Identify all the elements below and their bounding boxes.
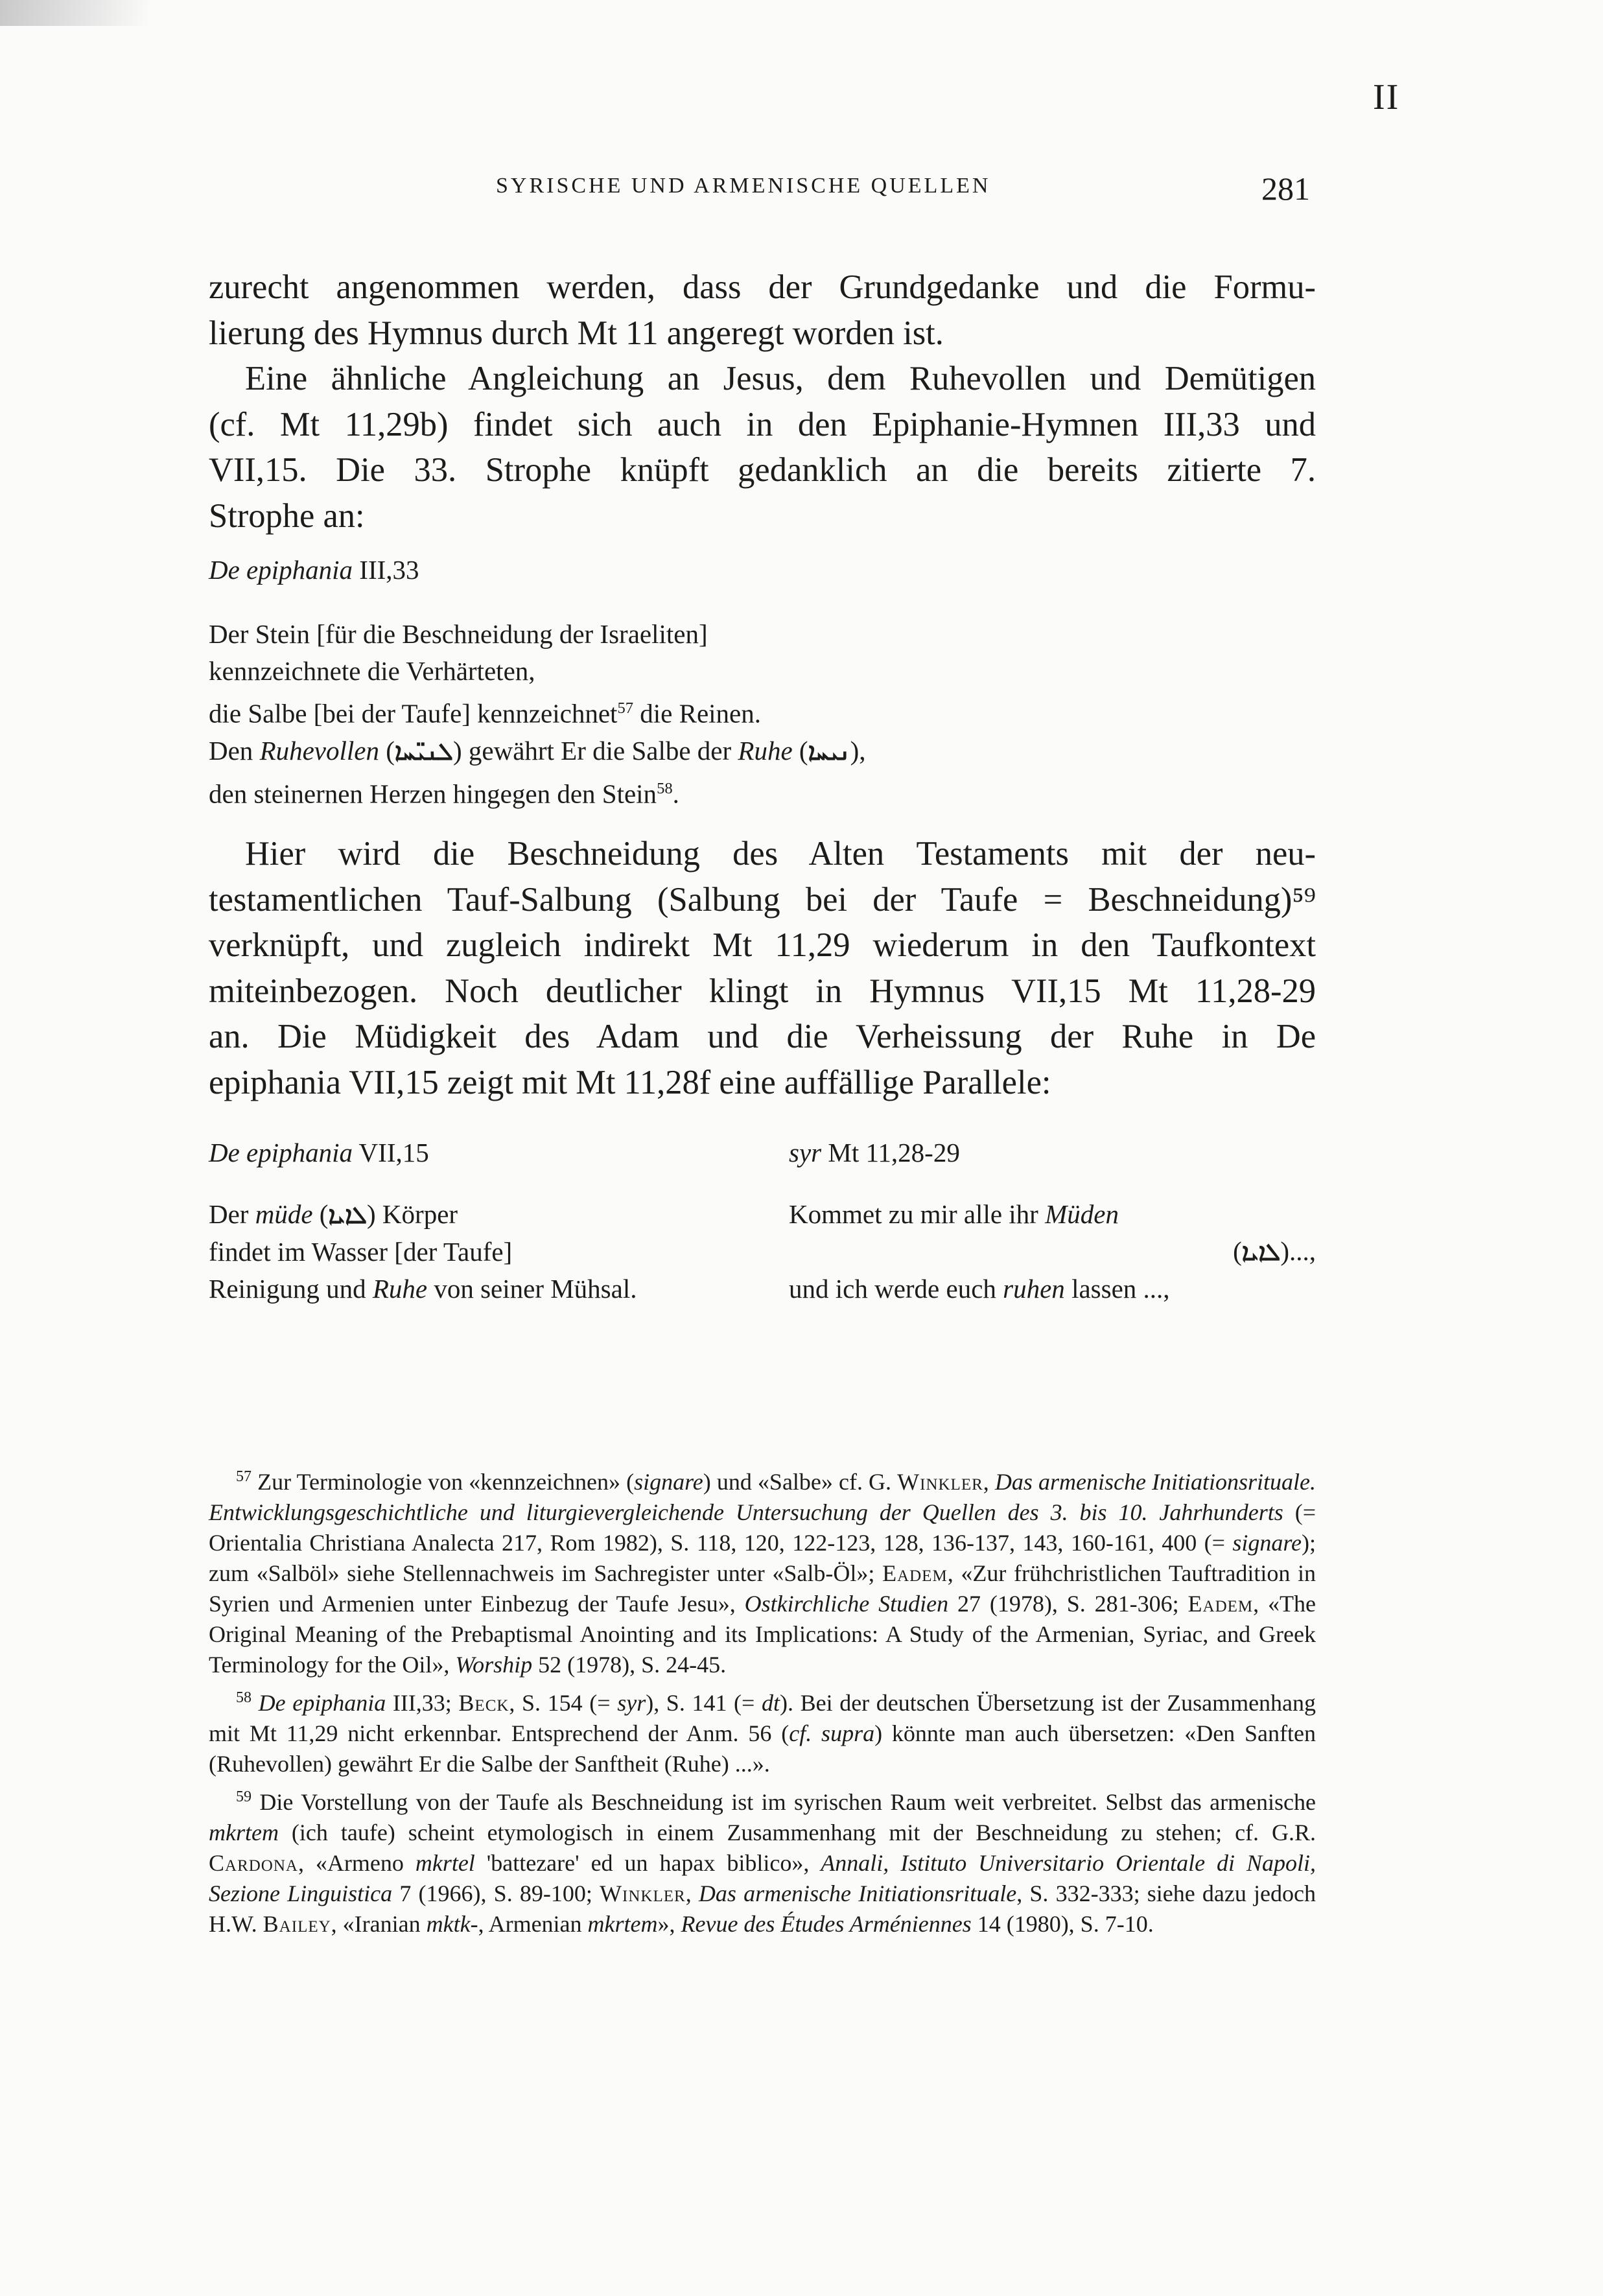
footnote-text: , «Zur frühchristlichen Tauftradition in Syrien und Armenien unter Einbezug der Taufe Jesu», (209, 1560, 1316, 1617)
quote-text: die Salbe [bei der Taufe] kennzeichnet (209, 698, 618, 729)
quote-source-title: De epiphania (209, 555, 353, 585)
footnote-italic: mktk- (426, 1911, 478, 1937)
work-title: Das armenische Initiationsrituale. Entwicklungsgeschichtliche und liturgievergleichende Untersuchung der Quellen des 3. bis 10. Jahrhunderts (209, 1469, 1316, 1525)
footnote-text: ), S. 141 (= (646, 1690, 762, 1716)
quote-line: (ܠܐܝܐ)..., (1233, 1236, 1316, 1266)
quote-italic: Müden (1045, 1199, 1119, 1229)
footnote-number: 58 (236, 1689, 252, 1706)
running-title: SYRISCHE UND ARMENISCHE QUELLEN (496, 174, 991, 198)
text-line: Eine ähnliche Angleichung an Jesus, dem Ruhevollen und Demütigen (245, 360, 1316, 397)
footnote-italic: signare (1232, 1530, 1302, 1556)
text-line: Strophe an: (209, 497, 365, 535)
quote-text: ) Körper (367, 1199, 458, 1229)
syriac-word: ܢܝܚܐ (808, 737, 850, 766)
footnote-italic: cf. supra (789, 1720, 875, 1746)
quote-text: ), (850, 735, 866, 766)
quote-line (209, 1271, 747, 1307)
quote-line (209, 690, 1155, 732)
quote-epiphania-3-33 (209, 616, 1155, 812)
footnote-number: 59 (236, 1788, 252, 1805)
quote-text: Kommet zu mir alle ihr (789, 1199, 1046, 1229)
footnote-text: Die Vorstellung von der Taufe als Beschneidung ist im syrischen Raum weit verbreitet. Selbst das armenische (259, 1789, 1316, 1815)
footnote-number: 57 (236, 1468, 252, 1485)
author-name: Winkler (600, 1880, 686, 1906)
footnote-text: , S. 332-333; siehe dazu jedoch H.W. (209, 1880, 1316, 1937)
text-line: zurecht angenommen werden, dass der Grundgedanke und die Formu- (209, 268, 1316, 306)
journal-title: Annali, Istituto Universitario Orientale di Napoli, Sezione Linguistica (209, 1850, 1316, 1906)
quote-source (209, 554, 419, 585)
author-name: Eadem (882, 1560, 948, 1586)
quote-line (209, 770, 1155, 813)
quote-text: )..., (1280, 1236, 1316, 1266)
journal-title: Ostkirchliche Studien (744, 1591, 949, 1617)
text-line: VII,15. Die 33. Strophe knüpft gedanklich an die bereits zitierte 7. (209, 451, 1316, 489)
footnote-text: , «The Original Meaning of the Prebaptismal Anointing and its Implications: A Study of the Armenian, Syriac, and Greek Terminology for the Oil», (209, 1591, 1316, 1678)
quote-italic: Ruhe (738, 735, 793, 766)
text-line: epiphania VII,15 zeigt mit Mt 11,28f eine auffällige Parallele: (209, 1063, 1051, 1101)
quote-italic: Ruhevollen (259, 735, 379, 766)
quote-text: und ich werde euch (789, 1274, 1003, 1304)
parallel-source-title: De epiphania (209, 1138, 353, 1167)
scan-corner-shadow (0, 0, 149, 26)
footnote-59 (209, 1782, 1316, 1939)
footnote-text: 7 (1966), S. 89-100; (392, 1880, 600, 1906)
quote-line: Der müde (ܠܐܝܐ) Körper (209, 1199, 458, 1229)
footnote-italic: mkrtem (587, 1911, 658, 1937)
footnote-text: 27 (1978), S. 281-306; (948, 1591, 1188, 1617)
footnote-text: III,33; (386, 1690, 459, 1716)
syriac-word: ܠܐܝܐ (328, 1201, 368, 1229)
parallel-quotes (209, 1134, 1316, 1304)
work-title: De epiphania (258, 1690, 386, 1716)
parallel-source (209, 1134, 747, 1171)
author-name: Bailey (263, 1911, 331, 1937)
work-title: Das armenische Initiationsrituale (698, 1880, 1017, 1906)
footnote-italic: mkrtem (209, 1820, 279, 1845)
parallel-source (789, 1134, 1316, 1171)
quote-text: . (672, 779, 679, 809)
quote-text: Den (209, 735, 260, 766)
syriac-word: ܠܢܝ̈ܚܐ (394, 737, 453, 766)
text-line: an. Die Müdigkeit des Adam und die Verheissung der Ruhe in De (209, 1018, 1316, 1055)
footnote-text: (= Orientalia Christiana Analecta 217, Rom 1982), S. 118, 120, 122-123, 128, 136-137, 143, 160-161, 400 (= (209, 1499, 1316, 1556)
footnote-57 (209, 1462, 1316, 1680)
footnote-ref-58[interactable]: 58 (657, 779, 673, 797)
author-name: Eadem (1188, 1591, 1254, 1617)
footnote-text: , «Armeno (298, 1850, 415, 1876)
footnote-text: », (657, 1911, 681, 1937)
quote-text: lassen ..., (1064, 1274, 1170, 1304)
discussion-paragraph (209, 831, 1316, 1105)
quote-line (789, 1196, 1316, 1233)
footnote-italic: dt (761, 1690, 780, 1716)
footnote-ref-57[interactable]: 57 (617, 699, 634, 717)
footnote-text: , (685, 1880, 699, 1906)
text-line: miteinbezogen. Noch deutlicher klingt in Hymnus VII,15 Mt 11,28-29 (209, 972, 1316, 1010)
text-line: testamentlichen Tauf-Salbung (Salbung bei der Taufe = Beschneidung)⁵⁹ (209, 880, 1316, 919)
footnote-text: (ich taufe) scheint etymologisch in einem Zusammenhang mit der Beschneidung zu stehen; cf. G.R. (278, 1820, 1316, 1845)
author-name: Cardona (209, 1850, 298, 1876)
parallel-left-column (209, 1134, 747, 1307)
footnote-text: ). Bei der deutschen Übersetzung ist der Zusammenhang mit Mt 11,29 nicht erkennbar. Entsprechend der Anm. 56 ( (209, 1690, 1316, 1746)
text-line: verknüpft, und zugleich indirekt Mt 11,29 wiederum in den Taufkontext (209, 926, 1316, 964)
quote-text: Reinigung und (209, 1274, 373, 1304)
quote-line (789, 1271, 1316, 1307)
quote-text: den steinernen Herzen hingegen den Stein (209, 779, 657, 809)
journal-title: Revue des Études Arméniennes (681, 1911, 972, 1937)
footnote-text: ) könnte man auch übersetzen: «Den Sanften (Ruhevollen) gewährt Er die Salbe der Sanftheit (Ruhe) ...». (209, 1720, 1316, 1777)
parallel-right-column (789, 1134, 1316, 1307)
quote-italic: Ruhe (372, 1274, 428, 1304)
quote-italic: müde (255, 1199, 313, 1229)
author-name: Beck (458, 1690, 509, 1716)
footnote-58 (209, 1683, 1316, 1779)
author-name: Winkler (897, 1469, 983, 1495)
footnote-text: ); zum «Salböl» siehe Stellennachweis im Sachregister unter «Salb-Öl»; (209, 1530, 1316, 1586)
quote-text: die Reinen. (633, 698, 762, 729)
footnote-text: , S. 154 (= (509, 1690, 618, 1716)
quote-line: findet im Wasser [der Taufe] (209, 1237, 513, 1267)
quote-line: kennzeichnete die Verhärteten, (209, 656, 535, 686)
text-line: Hier wird die Beschneidung des Alten Testaments mit der neu- (245, 835, 1316, 873)
quote-text: von seiner Mühsal. (427, 1274, 637, 1304)
footnote-text: Zur Terminologie von «kennzeichnen» ( (257, 1469, 635, 1495)
quote-line: Den Ruhevollen (ܠܢܝ̈ܚܐ) gewährt Er die Salbe der Ruhe (ܢܝܚܐ), (209, 735, 866, 766)
section-mark: II (1373, 77, 1400, 117)
syriac-word: ܠܐܝܐ (1241, 1238, 1281, 1266)
journal-title: Worship (455, 1652, 533, 1678)
footnote-text: , (983, 1469, 995, 1495)
footnotes (209, 1462, 1316, 1942)
text-line: lierung des Hymnus durch Mt 11 angeregt worden ist. (209, 314, 944, 352)
intro-paragraph (209, 264, 1316, 539)
parallel-source-ref: Mt 11,28-29 (821, 1138, 960, 1167)
quote-italic: ruhen (1003, 1274, 1065, 1304)
quote-source-ref: III,33 (353, 555, 419, 585)
footnote-text: 14 (1980), S. 7-10. (971, 1911, 1154, 1937)
footnote-text: ) und «Salbe» cf. G. (703, 1469, 898, 1495)
footnote-italic: signare (634, 1469, 703, 1495)
parallel-source-title: syr (789, 1138, 822, 1167)
footnote-italic: syr (617, 1690, 646, 1716)
page-number: 281 (1261, 170, 1310, 207)
footnote-text: , «Iranian (331, 1911, 427, 1937)
text-line: (cf. Mt 11,29b) findet sich auch in den Epiphanie-Hymnen III,33 und (209, 405, 1316, 443)
footnote-text: , Armenian (478, 1911, 588, 1937)
footnote-italic: mkrtel (415, 1850, 475, 1876)
quote-text: ) gewährt Er die Salbe der (452, 735, 738, 766)
quote-text: Der (209, 1199, 255, 1229)
quote-line: Der Stein [für die Beschneidung der Israeliten] (209, 619, 708, 649)
footnote-text: 52 (1978), S. 24-45. (532, 1652, 727, 1678)
footnote-text: 'battezare' ed un hapax biblico», (474, 1850, 821, 1876)
parallel-source-ref: VII,15 (353, 1138, 429, 1167)
